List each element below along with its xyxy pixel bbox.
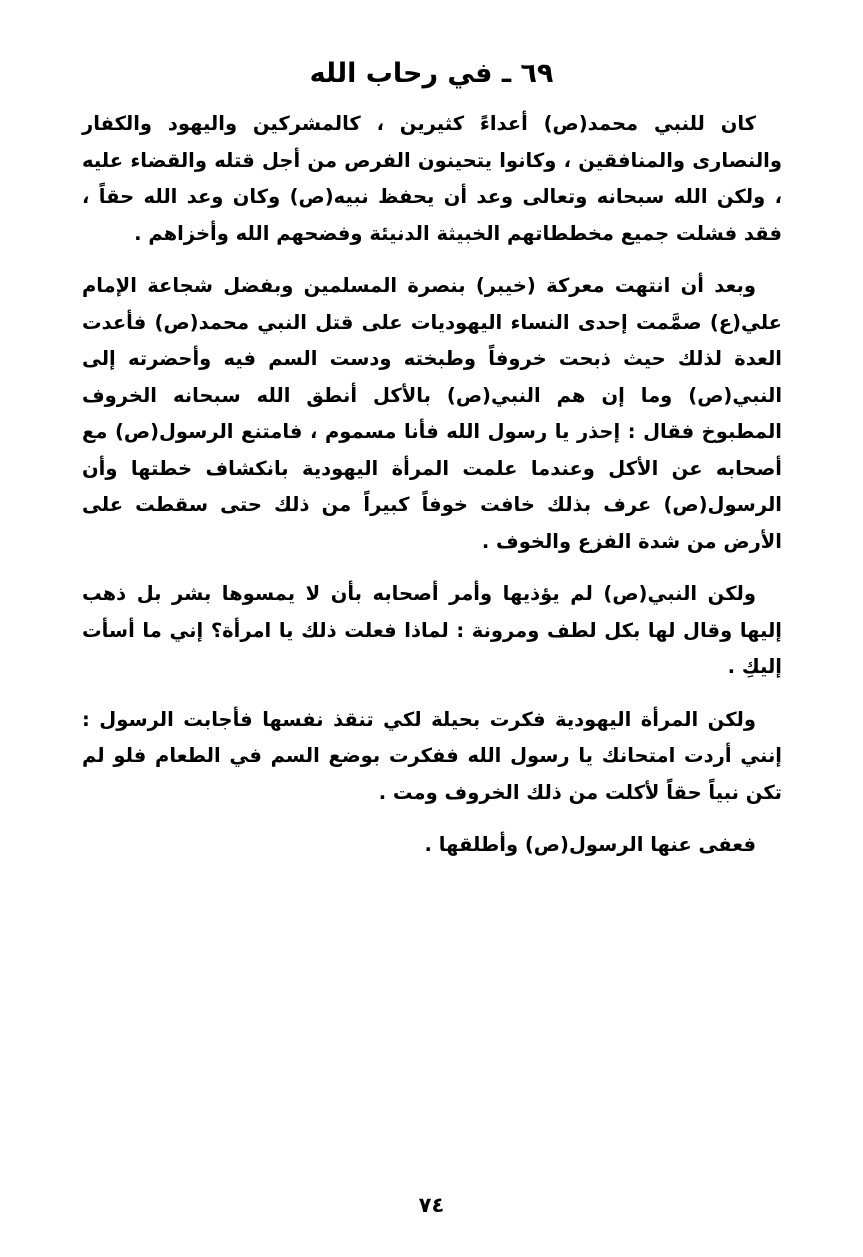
paragraph-5: فعفى عنها الرسول(ص) وأطلقها . [424, 833, 756, 856]
page-number: ٧٤ [418, 1193, 445, 1217]
paragraph-4: ولكن المرأة اليهودية فكرت بحيلة لكي تنقذ نفسها فأجابت الرسول : إنني أردت امتحانك يا رسول الله ففكرت بوضع السم في الطعام فلو لم تكن نبياً حقاً لأكلت من ذلك الخروف ومت . [82, 707, 782, 804]
body-text [82, 106, 782, 864]
paragraph-1: كان للنبي محمد(ص) أعداءً كثيرين ، كالمشركين واليهود والكفار والنصارى والمنافقين ، وكانوا يتحينون الفرص من أجل قتله والقضاء عليه ، ولكن الله سبحانه وتعالى وعد أن يحفظ نبيه(ص) وكان وعد الله حقاً ، فقد فشلت جميع مخططاتهم الخبيثة الدنيئة وفضحهم الله وأخزاهم . [82, 112, 782, 245]
paragraph-2: وبعد أن انتهت معركة (خيبر) بنصرة المسلمين وبفضل شجاعة الإمام علي(ع) صمَّمت إحدى النساء اليهوديات على قتل النبي محمد(ص) فأعدت العدة لذلك حيث ذبحت خروفاً وطبخته ودست السم فيه وأحضرته إلى النبي(ص) وما إن هم النبي(ص) بالأكل أنطق الله سبحانه الخروف المطبوخ فقال : إحذر يا رسول الله فأنا مسموم ، فامتنع الرسول(ص) مع أصحابه عن الأكل وعندما علمت المرأة اليهودية بانكشاف خطتها وأن الرسول(ص) عرف بذلك خافت خوفاً كبيراً من ذلك حتى سقطت على الأرض من شدة الفزع والخوف . [82, 274, 782, 553]
paragraph-3: ولكن النبي(ص) لم يؤذيها وأمر أصحابه بأن لا يمسوها بشر بل ذهب إليها وقال لها بكل لطف ومرونة : لماذا فعلت ذلك يا امرأة؟ إني ما أسأت إليكِ . [82, 582, 782, 678]
chapter-title: ٦٩ ـ في رحاب الله [309, 58, 554, 89]
